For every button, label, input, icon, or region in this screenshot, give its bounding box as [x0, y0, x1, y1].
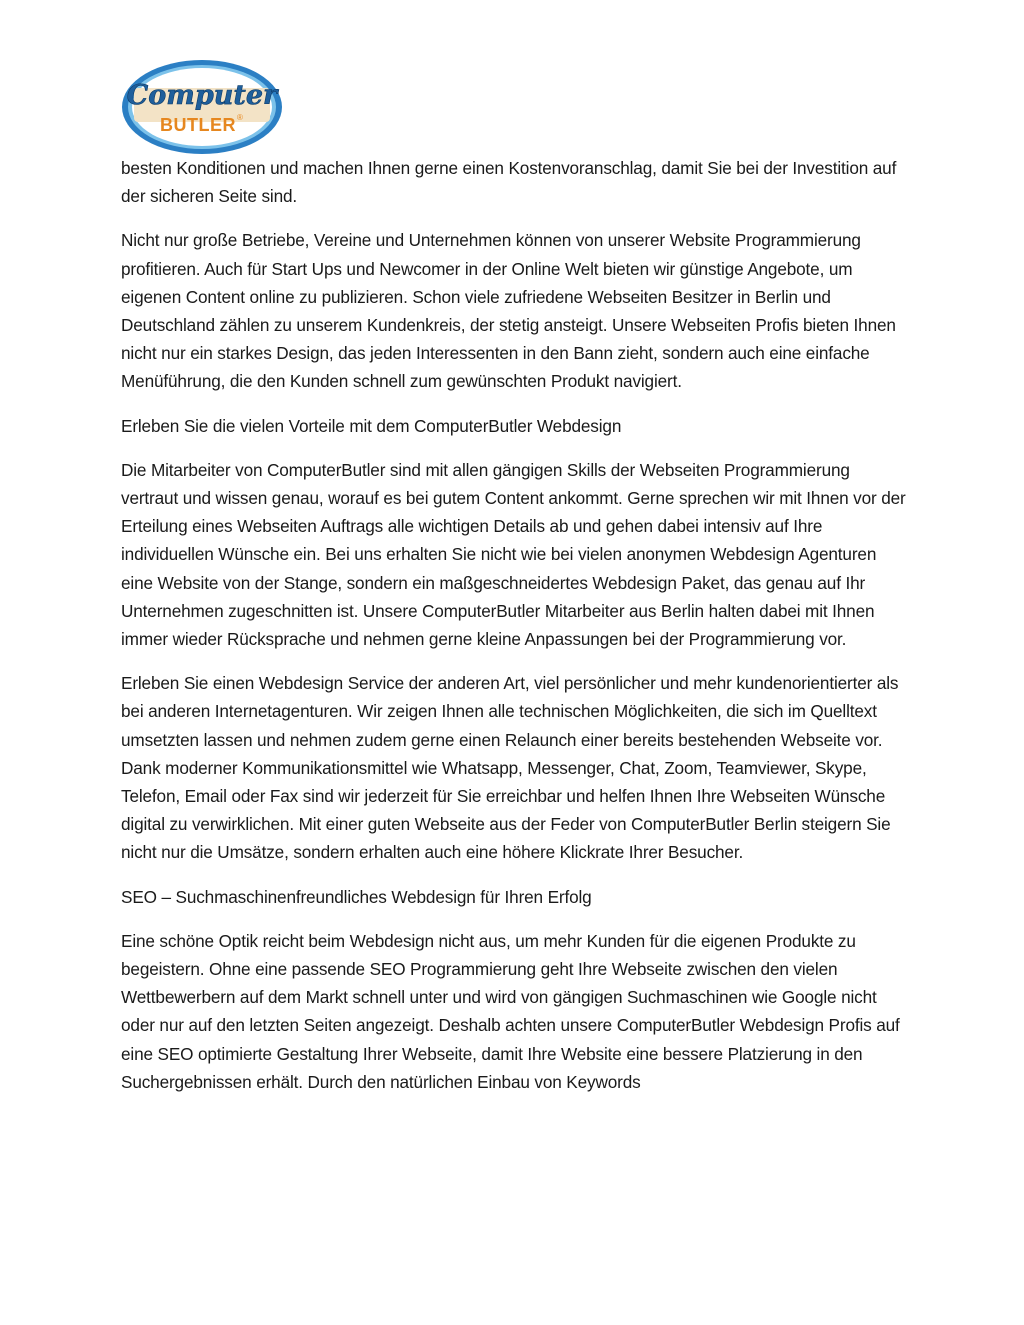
- paragraph: besten Konditionen und machen Ihnen gerne einen Kostenvoranschlag, damit Sie bei der Investition auf der sicheren Seite sind.: [121, 158, 897, 207]
- section-heading: SEO – Suchmaschinenfreundliches Webdesign für Ihren Erfolg: [121, 886, 592, 907]
- logo-butler-text: BUTLER: [160, 115, 236, 135]
- paragraph: Eine schöne Optik reicht beim Webdesign nicht aus, um mehr Kunden für die eigenen Produkte zu begeistern. Ohne eine passende SEO Programmierung geht Ihre Webseite zwischen den vielen Wettbewerbern auf dem Markt schnell unter und wird von gängigen Suchmaschinen wie Google nicht oder nur auf den letzten Seiten angezeigt. Deshalb achten unsere ComputerButler Webdesign Profis auf eine SEO optimierte Gestaltung Ihrer Webseite, damit Ihre Website eine bessere Platzierung in den Suchergebnissen erhält. Durch den natürlichen Einbau von Keywords: [121, 930, 900, 1092]
- document-body: [121, 154, 911, 1112]
- paragraph: Erleben Sie einen Webdesign Service der anderen Art, viel persönlicher und mehr kundenorientierter als bei anderen Internetagenturen. Wir zeigen Ihnen alle technischen Möglichkeiten, die sich im Quelltext umsetzten lassen und nehmen zudem gerne einen Relaunch einer bereits bestehenden Webseite vor. Dank moderner Kommunikationsmittel wie Whatsapp, Messenger, Chat, Zoom, Teamviewer, Skype, Telefon, Email oder Fax sind wir jederzeit für Sie erreichbar und helfen Ihnen Ihre Webseiten Wünsche digital zu verwirklichen. Mit einer guten Webseite aus der Feder von ComputerButler Berlin steigern Sie nicht nur die Umsätze, sondern erhalten auch eine höhere Klickrate Ihrer Besucher.: [121, 673, 899, 863]
- section-heading: Erleben Sie die vielen Vorteile mit dem ComputerButler Webdesign: [121, 415, 622, 436]
- logo-registered-mark: ®: [237, 113, 243, 122]
- paragraph: Nicht nur große Betriebe, Vereine und Unternehmen können von unserer Website Programmierung profitieren. Auch für Start Ups und Newcomer in der Online Welt bieten wir günstige Angebote, um eigenen Content online zu publizieren. Schon viele zufriedene Webseiten Besitzer in Berlin und Deutschland zählen zu unserem Kundenkreis, der stetig ansteigt. Unsere Webseiten Profis bieten Ihnen nicht nur ein starkes Design, das jeden Interessenten in den Bann zieht, sondern auch eine einfache Menüführung, die den Kunden schnell zum gewünschten Produkt navigiert.: [121, 230, 896, 392]
- paragraph: Die Mitarbeiter von ComputerButler sind mit allen gängigen Skills der Webseiten Programmierung vertraut und wissen genau, worauf es bei gutem Content ankommt. Gerne sprechen wir mit Ihnen vor der Erteilung eines Webseiten Auftrags alle wichtigen Details ab und gehen dabei intensiv auf Ihre individuellen Wünsche ein. Bei uns erhalten Sie nicht wie bei vielen anonymen Webdesign Agenturen eine Website von der Stange, sondern ein maßgeschneidertes Webdesign Paket, das genau auf Ihr Unternehmen zugeschnitten ist. Unsere ComputerButler Mitarbeiter aus Berlin halten dabei mit Ihnen immer wieder Rücksprache und nehmen gerne kleine Anpassungen bei der Programmierung vor.: [121, 459, 906, 650]
- logo-script-text: Computer: [126, 80, 278, 111]
- computer-butler-logo: [120, 58, 284, 156]
